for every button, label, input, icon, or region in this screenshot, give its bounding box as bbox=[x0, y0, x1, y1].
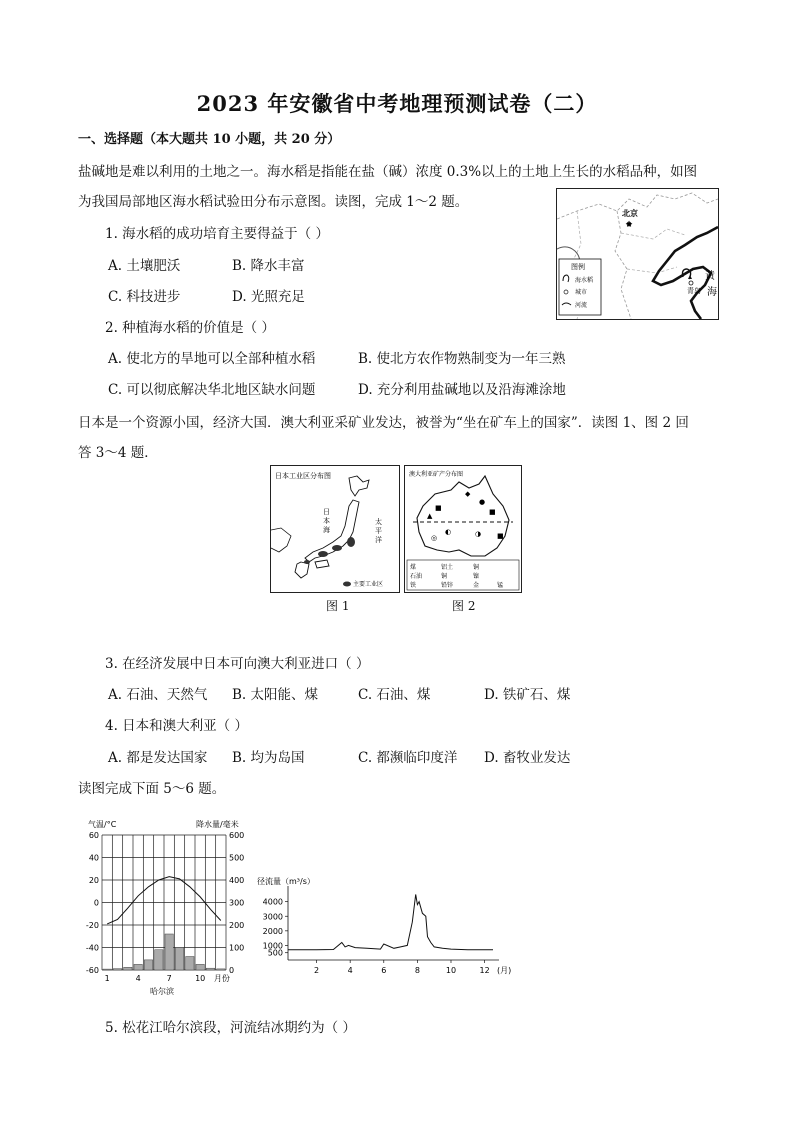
runoff-x-tick: 2 bbox=[314, 966, 320, 975]
question-2-option-a[interactable]: A. 使北方的旱地可以全部种植水稻 bbox=[108, 351, 316, 367]
precipitation-bar-2 bbox=[113, 969, 121, 970]
beijing-star-icon: ★ bbox=[624, 220, 634, 230]
intro-2-line-1: 日本是一个资源小国，经济大国．澳大利亚采矿业发达，被誉为“坐在矿车上的国家”．读图 1、图 2 回 bbox=[78, 415, 689, 431]
pacific-label-2: 平 bbox=[375, 527, 382, 535]
runoff-x-tick: 4 bbox=[347, 966, 353, 975]
beijing-label: 北京 bbox=[622, 209, 638, 218]
legend-6-label: 镍 bbox=[473, 573, 480, 580]
rice-field-arrow-icon bbox=[688, 275, 692, 279]
climate-left-tick: -40 bbox=[85, 943, 99, 953]
precipitation-bar-4 bbox=[134, 964, 142, 970]
question-4-stem: 4. 日本和澳大利亚（ ） bbox=[105, 718, 248, 734]
kyushu-island bbox=[295, 562, 309, 578]
climate-right-tick: 100 bbox=[229, 943, 245, 953]
precipitation-bar-6 bbox=[155, 950, 163, 970]
question-1-option-d[interactable]: D. 光照充足 bbox=[232, 289, 305, 305]
legend-4-label: 石油 bbox=[410, 573, 423, 580]
question-3-option-b[interactable]: B. 太阳能、煤 bbox=[232, 687, 319, 703]
runoff-x-tick: 12 bbox=[479, 966, 490, 975]
climate-left-tick: -60 bbox=[85, 966, 99, 975]
question-3-stem: 3. 在经济发展中日本可向澳大利亚进口（ ） bbox=[105, 656, 370, 672]
intro-1-line-1: 盐碱地是难以利用的土地之一。海水稻是指能在盐（碱）浓度 0.3%以上的土地上生长的水稻品种，如图 bbox=[78, 164, 698, 180]
sea-label-2: 海 bbox=[707, 287, 717, 298]
climate-right-axis-label: 降水量/毫米 bbox=[196, 820, 239, 829]
precipitation-bar-12 bbox=[217, 969, 225, 970]
china-rice-map-svg bbox=[557, 189, 718, 319]
section-heading: 一、选择题（本大题共 10 小题，共 20 分） bbox=[78, 132, 341, 147]
mineral-coal-icon: ■ bbox=[489, 508, 496, 516]
legend-1-label: 煤 bbox=[410, 564, 417, 571]
question-3-option-a[interactable]: A. 石油、天然气 bbox=[108, 687, 208, 703]
mineral-nickel-icon: ◎ bbox=[431, 534, 438, 542]
question-3-option-c[interactable]: C. 石油、煤 bbox=[358, 687, 431, 703]
mineral-copper-icon: ● bbox=[479, 498, 486, 506]
climate-right-tick: 500 bbox=[229, 853, 245, 863]
question-4-option-a[interactable]: A. 都是发达国家 bbox=[108, 750, 208, 766]
mineral-gold-icon: ◐ bbox=[445, 528, 452, 536]
industrial-zone-kitakyushu bbox=[304, 560, 310, 564]
korea-coast bbox=[271, 528, 291, 552]
question-2-option-b[interactable]: B. 使北方农作物熟制变为一年三熟 bbox=[358, 351, 566, 367]
fig1-caption: 图 1 bbox=[326, 599, 350, 613]
climate-x-tick: 4 bbox=[135, 974, 141, 983]
runoff-x-tick: 10 bbox=[445, 966, 457, 975]
question-2-stem: 2. 种植海水稻的价值是（ ） bbox=[105, 320, 275, 336]
precipitation-bar-7 bbox=[165, 934, 173, 970]
mineral-iron-icon: ▲ bbox=[427, 512, 433, 520]
shikoku-island bbox=[315, 560, 329, 568]
precipitation-bar-5 bbox=[144, 960, 152, 970]
question-5-stem: 5. 松花江哈尔滨段，河流结冰期约为（ ） bbox=[105, 1020, 356, 1036]
province-boundary bbox=[621, 229, 685, 239]
climate-right-tick: 400 bbox=[229, 876, 245, 885]
runoff-x-tick: 8 bbox=[414, 966, 420, 975]
question-2-option-d[interactable]: D. 充分利用盐碱地以及沿海滩涂地 bbox=[358, 382, 566, 398]
legend-8-label: 铅锌 bbox=[441, 582, 454, 589]
mineral-coal-icon: ■ bbox=[435, 504, 442, 512]
question-1-option-b[interactable]: B. 降水丰富 bbox=[232, 258, 305, 274]
hokkaido-island bbox=[349, 476, 369, 496]
climate-x-axis-label: 月份 bbox=[213, 974, 230, 983]
legend-rice-label: 海水稻 bbox=[575, 277, 594, 284]
china-rice-map bbox=[556, 188, 719, 320]
question-4-option-c[interactable]: C. 都濒临印度洋 bbox=[358, 750, 458, 766]
climate-left-tick: 20 bbox=[88, 876, 99, 885]
climate-x-tick: 7 bbox=[166, 974, 172, 983]
runoff-x-tick: 6 bbox=[381, 966, 387, 975]
runoff-y-axis-label: 径流量（m³/s） bbox=[257, 877, 315, 886]
climate-x-tick: 10 bbox=[195, 974, 206, 983]
honshu-island bbox=[305, 500, 359, 562]
legend-title: 图例 bbox=[571, 263, 585, 271]
province-boundary bbox=[627, 267, 677, 273]
climate-station-label: 哈尔滨 bbox=[150, 987, 174, 996]
fig2-title: 澳大利亚矿产分布图 bbox=[409, 471, 464, 478]
australia-mineral-map-svg bbox=[405, 466, 521, 592]
climate-right-tick: 0 bbox=[229, 966, 235, 975]
precipitation-bar-9 bbox=[186, 957, 194, 971]
climate-left-tick: -20 bbox=[85, 921, 99, 930]
industrial-zone-hanshin bbox=[318, 551, 328, 557]
question-3-option-d[interactable]: D. 铁矿石、煤 bbox=[484, 687, 571, 703]
industrial-zone-keihin bbox=[347, 537, 355, 547]
mineral-bauxite-icon: ◆ bbox=[465, 490, 471, 498]
legend-3-label: 铜 bbox=[473, 564, 480, 571]
legend-city-icon bbox=[564, 290, 568, 294]
industrial-zone-chukyo bbox=[332, 545, 342, 551]
mineral-lead-zinc-icon: ◑ bbox=[475, 530, 482, 538]
question-4-option-d[interactable]: D. 畜牧业发达 bbox=[484, 750, 571, 766]
runoff-y-tick: 4000 bbox=[262, 897, 283, 907]
japan-industry-map-svg bbox=[271, 466, 399, 592]
precipitation-bar-10 bbox=[196, 964, 204, 970]
precipitation-bar-1 bbox=[103, 969, 111, 970]
question-1-stem: 1. 海水稻的成功培育主要得益于（ ） bbox=[105, 226, 329, 242]
climate-right-tick: 600 bbox=[229, 831, 245, 840]
precipitation-bar-3 bbox=[124, 967, 132, 970]
sea-japan-label-2: 本 bbox=[323, 517, 330, 525]
qingdao-label: 青岛 bbox=[687, 287, 701, 295]
mineral-coal-icon: ■ bbox=[497, 532, 504, 540]
legend-river-label: 河流 bbox=[575, 302, 588, 309]
sea-japan-label-3: 海 bbox=[323, 526, 330, 534]
question-1-option-c[interactable]: C. 科技进步 bbox=[108, 289, 181, 305]
precipitation-bar-11 bbox=[206, 968, 214, 970]
legend-city-label: 城市 bbox=[575, 289, 588, 296]
fig1-title: 日本工业区分布图 bbox=[275, 472, 331, 480]
runoff-y-tick: 2000 bbox=[262, 926, 283, 936]
legend-9-label: 金 bbox=[473, 582, 480, 589]
runoff-line bbox=[288, 894, 493, 949]
intro-2-line-2: 答 3～4 题． bbox=[78, 445, 158, 461]
sea-japan-label-1: 日 bbox=[323, 508, 330, 516]
runoff-chart bbox=[255, 870, 515, 990]
legend-2-label: 铝土 bbox=[441, 564, 454, 571]
qingdao-city-marker bbox=[689, 281, 693, 285]
runoff-y-tick: 3000 bbox=[262, 912, 283, 922]
climate-x-tick: 1 bbox=[104, 974, 110, 983]
climate-right-tick: 300 bbox=[229, 898, 245, 908]
legend-5-label: 铜 bbox=[441, 573, 448, 580]
climate-left-tick: 0 bbox=[93, 898, 99, 908]
climate-right-tick: 200 bbox=[229, 921, 245, 930]
pacific-label-3: 洋 bbox=[375, 536, 382, 544]
page-title: 2023 年安徽省中考地理预测试卷（二） bbox=[196, 91, 598, 116]
legend-industry-icon bbox=[343, 582, 351, 587]
pacific-label-1: 太 bbox=[375, 518, 382, 526]
question-4-option-b[interactable]: B. 均为岛国 bbox=[232, 750, 305, 766]
sea-label-1: 黄 bbox=[705, 271, 715, 282]
intro-3: 读图完成下面 5～6 题。 bbox=[78, 781, 226, 797]
climate-left-axis-label: 气温/°C bbox=[88, 820, 117, 829]
climate-left-tick: 40 bbox=[88, 853, 99, 863]
fig2-caption: 图 2 bbox=[452, 599, 476, 613]
japan-industry-map bbox=[270, 465, 400, 593]
intro-1-line-2: 为我国局部地区海水稻试验田分布示意图。读图，完成 1～2 题。 bbox=[78, 194, 469, 210]
legend-7-label: 铁 bbox=[410, 582, 417, 589]
australia-mineral-map bbox=[404, 465, 522, 593]
question-1-option-a[interactable]: A. 土壤肥沃 bbox=[108, 258, 181, 274]
runoff-y-tick: 500 bbox=[267, 948, 283, 958]
runoff-x-axis-label: (月) bbox=[497, 966, 512, 975]
climate-left-tick: 60 bbox=[88, 831, 99, 840]
runoff-y-tick: 1000 bbox=[262, 941, 283, 951]
climate-chart bbox=[78, 815, 248, 1000]
fig1-legend-label: 主要工业区 bbox=[353, 581, 384, 588]
precipitation-bar-8 bbox=[175, 948, 183, 971]
legend-10-label: 锰 bbox=[497, 582, 504, 589]
question-2-option-c[interactable]: C. 可以彻底解决华北地区缺水问题 bbox=[108, 382, 316, 398]
